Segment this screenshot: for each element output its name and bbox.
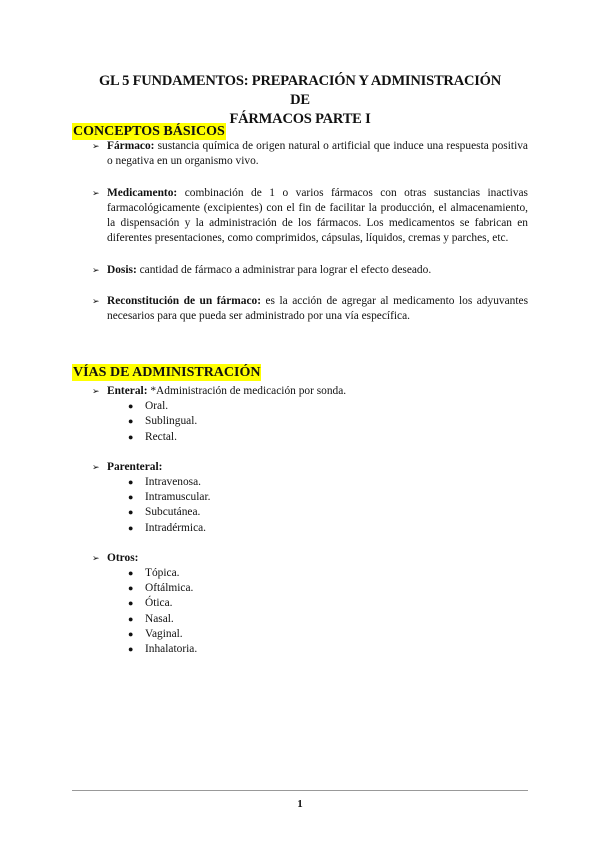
routes-list [72, 384, 528, 671]
definition-text: es la acción de agregar al medicamento los adyuvantes necesarios para que pueda ser administrado por una vía específica. [107, 295, 528, 323]
list-item: ● Vaginal. [72, 627, 528, 642]
list-item: ● Subcutánea. [72, 505, 528, 520]
arrow-bullet-icon: ➢ [92, 141, 100, 151]
bullet-icon: ● [128, 598, 134, 609]
definition-term: Medicamento: [107, 186, 178, 199]
definitions-list [72, 139, 528, 339]
list-item: ● Oftálmica. [72, 581, 528, 596]
title-line-1: GL 5 FUNDAMENTOS: PREPARACIÓN Y ADMINISTRACIÓN DE [98, 73, 502, 108]
list-item: ● Ótica. [72, 596, 528, 611]
route-group-otros [72, 551, 528, 657]
list-item: ● Oral. [72, 399, 528, 414]
bullet-icon: ● [128, 568, 134, 579]
arrow-bullet-icon: ➢ [92, 461, 100, 472]
arrow-bullet-icon: ➢ [92, 264, 100, 275]
definition-text: cantidad de fármaco a administrar para lograr el efecto deseado. [136, 263, 432, 276]
arrow-bullet-icon: ➢ [92, 552, 100, 563]
definition-text: combinación de 1 o varios fármacos con otras sustancias inactivas farmacológicamente (excipientes) con el fin de facilitar la producción, el almacenamiento, la dispensación y la administración de los fármacos. Los medicamentos se fabrican en diferentes presentaciones, como comprimidos, cápsulas, líquidos, cremas y parches, etc. [107, 186, 528, 245]
bullet-icon: ● [128, 613, 134, 624]
list-item: ● Intradérmica. [72, 521, 528, 536]
route-group-header [72, 551, 528, 566]
definition-reconstitucion [72, 294, 528, 325]
bullet-icon: ● [128, 416, 134, 427]
route-group-header [72, 384, 528, 399]
list-item: ● Sublingual. [72, 414, 528, 429]
arrow-bullet-icon: ➢ [92, 386, 100, 396]
list-item: ● Inhalatoria. [72, 642, 528, 657]
page-number: 1 [297, 798, 303, 810]
section-heading-vias: VÍAS DE ADMINISTRACIÓN [73, 365, 261, 380]
route-group-label: Otros: [107, 551, 139, 564]
arrow-bullet-icon: ➢ [92, 187, 100, 198]
bullet-icon: ● [128, 644, 134, 655]
document-title [90, 72, 510, 129]
bullet-icon: ● [128, 522, 134, 533]
definition-term: Reconstitución de un fármaco: [107, 295, 261, 308]
list-item: ● Intramuscular. [72, 490, 528, 505]
route-group-enteral [72, 384, 528, 445]
bullet-icon: ● [128, 507, 134, 518]
title-line-2: FÁRMACOS PARTE I [229, 111, 371, 127]
bullet-icon: ● [128, 431, 134, 442]
list-item: ● Rectal. [72, 430, 528, 445]
definition-dosis [72, 263, 528, 278]
section-heading-conceptos: CONCEPTOS BÁSICOS [73, 124, 225, 139]
definition-term: Dosis: [107, 263, 137, 276]
route-group-note: *Administración de medicación por sonda. [147, 385, 347, 397]
route-group-parenteral [72, 460, 528, 536]
list-item: ● Nasal. [72, 612, 528, 627]
route-group-label: Enteral: [107, 385, 148, 397]
arrow-bullet-icon: ➢ [92, 296, 100, 307]
definition-medicamento [72, 186, 528, 247]
bullet-icon: ● [128, 492, 134, 503]
definition-term: Fármaco: [107, 140, 155, 152]
bullet-icon: ● [128, 628, 134, 639]
footer-divider [72, 790, 528, 791]
route-group-label: Parenteral: [107, 460, 163, 473]
bullet-icon: ● [128, 401, 134, 412]
list-item: ● Tópica. [72, 566, 528, 581]
definition-farmaco [72, 139, 528, 170]
bullet-icon: ● [128, 477, 134, 488]
list-item: ● Intravenosa. [72, 475, 528, 490]
definition-text: sustancia química de origen natural o artificial que induce una respuesta positiva o negativa en un organismo vivo. [107, 140, 528, 168]
route-group-header [72, 460, 528, 475]
bullet-icon: ● [128, 583, 134, 594]
